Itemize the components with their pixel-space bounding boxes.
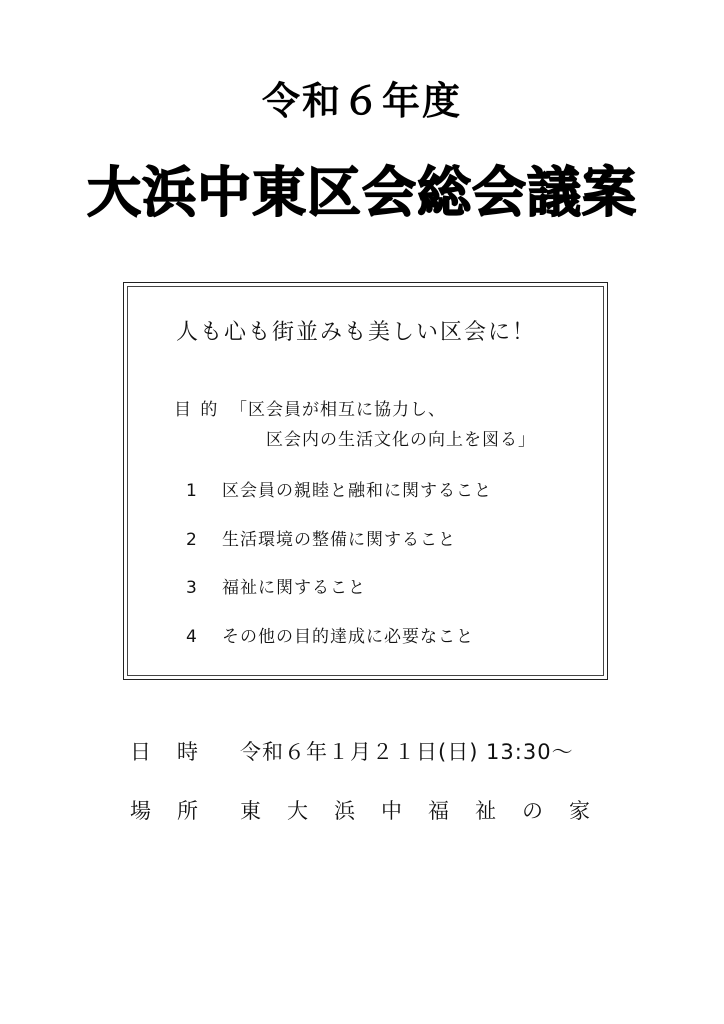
list-item [186, 525, 456, 550]
list-item-number: 2 [186, 530, 198, 550]
list-item-number: 1 [186, 481, 198, 501]
list-item [186, 573, 366, 598]
date-value: 令和６年１月２１日(日) 13:30～ [240, 740, 574, 764]
slogan: 人も心も街並みも美しい区会に！ [176, 320, 537, 345]
year-title: 令和６年度 [261, 79, 462, 123]
list-item [186, 476, 492, 501]
place-label: 場所 [130, 799, 224, 823]
list-item-text: 福祉に関すること [222, 578, 366, 598]
page-title: 大浜中東区会総会議案 [87, 161, 637, 224]
list-item [186, 622, 474, 647]
list-item-text: その他の目的達成に必要なこと [222, 627, 474, 647]
list-item-text: 区会員の親睦と融和に関すること [222, 481, 492, 501]
list-item-text: 生活環境の整備に関すること [222, 530, 456, 550]
date-row [130, 736, 574, 766]
list-item-number: 4 [186, 627, 198, 647]
list-item-number: 3 [186, 578, 198, 598]
purpose-text-line-1: 「区会員が相互に協力し、 [230, 400, 446, 420]
place-row [130, 795, 616, 825]
purpose-box [123, 282, 608, 680]
purpose-label: 目 的 [174, 400, 220, 420]
purpose-text-line-2: 区会内の生活文化の向上を図る」 [266, 430, 536, 450]
date-label: 日時 [130, 740, 224, 764]
place-value: 東大浜中福祉の家 [240, 799, 616, 823]
